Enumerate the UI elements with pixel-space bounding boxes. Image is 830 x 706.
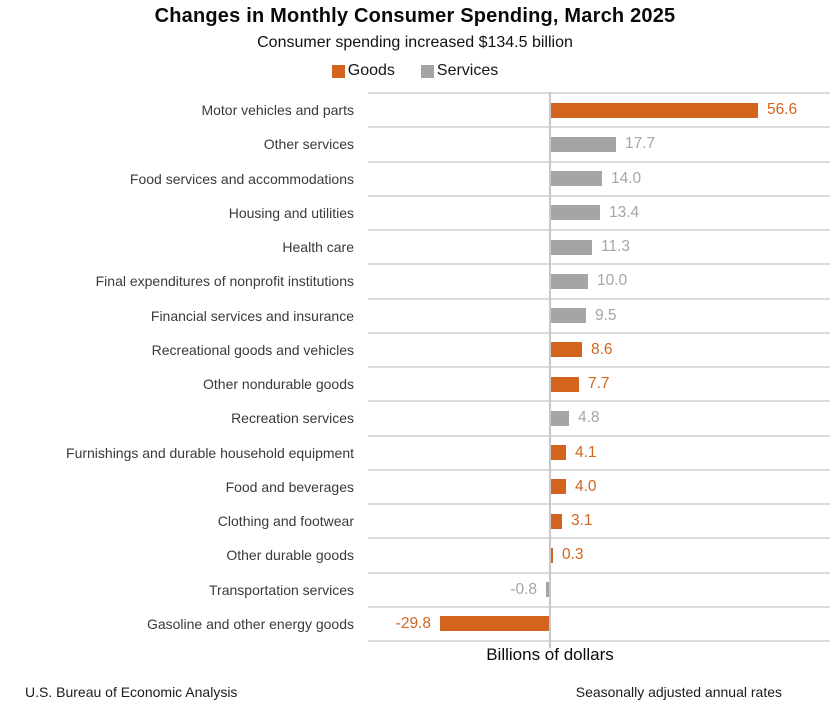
- value-label: 4.0: [575, 477, 597, 495]
- value-label: 10.0: [597, 272, 628, 290]
- x-axis-title: Billions of dollars: [486, 645, 614, 664]
- gridline: [368, 126, 830, 128]
- category-label: Transportation services: [209, 581, 354, 598]
- value-label: 9.5: [595, 306, 617, 324]
- chart-bar: [551, 137, 616, 152]
- gridline: [368, 469, 830, 471]
- adjustment-note: Seasonally adjusted annual rates: [575, 684, 782, 700]
- gridline: [368, 503, 830, 505]
- chart-bar: [440, 616, 549, 631]
- source-note: U.S. Bureau of Economic Analysis: [25, 684, 238, 700]
- category-label: Clothing and footwear: [217, 513, 354, 530]
- value-label: 0.3: [562, 546, 584, 564]
- gridline: [368, 229, 830, 231]
- value-label: 13.4: [609, 203, 640, 221]
- gridline: [368, 195, 830, 197]
- category-label: Food services and accommodations: [129, 170, 354, 187]
- category-label: Other services: [263, 136, 354, 153]
- value-label: 14.0: [611, 169, 642, 187]
- services-swatch-icon: [421, 65, 434, 78]
- category-label: Health care: [282, 239, 354, 256]
- value-label: 11.3: [601, 238, 631, 256]
- legend-goods-label: Goods: [347, 62, 395, 79]
- value-label: -29.8: [395, 614, 431, 632]
- plot-area: [368, 93, 830, 641]
- chart-bar: [551, 548, 553, 563]
- chart-bar: [551, 274, 588, 289]
- category-label: Recreation services: [231, 410, 354, 427]
- value-label: 4.8: [578, 409, 600, 427]
- category-label: Furnishings and durable household equipment: [66, 444, 354, 461]
- chart-bar: [551, 479, 566, 494]
- category-label: Motor vehicles and parts: [201, 102, 354, 119]
- value-label: 17.7: [625, 135, 656, 153]
- chart-bar: [551, 240, 592, 255]
- chart-bar: [551, 103, 758, 118]
- category-label: Food and beverages: [225, 478, 354, 495]
- chart-bar: [551, 445, 566, 460]
- legend-item-services: [421, 62, 498, 80]
- chart-bar: [551, 205, 600, 220]
- chart-bar: [551, 308, 586, 323]
- value-label: 56.6: [767, 101, 798, 119]
- gridline: [368, 92, 830, 94]
- chart-bar: [551, 377, 579, 392]
- value-label: -0.8: [510, 580, 537, 598]
- value-label: 7.7: [588, 375, 610, 393]
- category-label: Other durable goods: [226, 547, 354, 564]
- category-label: Housing and utilities: [228, 204, 354, 221]
- value-label: 4.1: [575, 443, 597, 461]
- value-label: 3.1: [571, 512, 593, 530]
- category-label: Gasoline and other energy goods: [146, 615, 354, 632]
- chart-bar: [551, 514, 562, 529]
- chart-subtitle: Consumer spending increased $134.5 billion: [257, 34, 573, 51]
- legend-item-goods: [332, 62, 395, 80]
- category-label: Recreational goods and vehicles: [151, 341, 354, 358]
- gridline: [368, 161, 830, 163]
- category-label: Final expenditures of nonprofit institutions: [95, 273, 354, 290]
- category-label: Other nondurable goods: [203, 376, 354, 393]
- value-label: 8.6: [591, 340, 613, 358]
- chart-bar: [551, 411, 569, 426]
- category-label: Financial services and insurance: [150, 307, 354, 324]
- gridline: [368, 537, 830, 539]
- chart-title: Changes in Monthly Consumer Spending, March 2025: [154, 5, 676, 27]
- chart-bar: [546, 582, 549, 597]
- gridline: [368, 640, 830, 642]
- goods-swatch-icon: [332, 65, 345, 78]
- category-labels-column: [0, 93, 368, 641]
- legend: [0, 60, 830, 82]
- chart-bar: [551, 171, 602, 186]
- legend-services-label: Services: [436, 62, 499, 79]
- chart-bar: [551, 342, 582, 357]
